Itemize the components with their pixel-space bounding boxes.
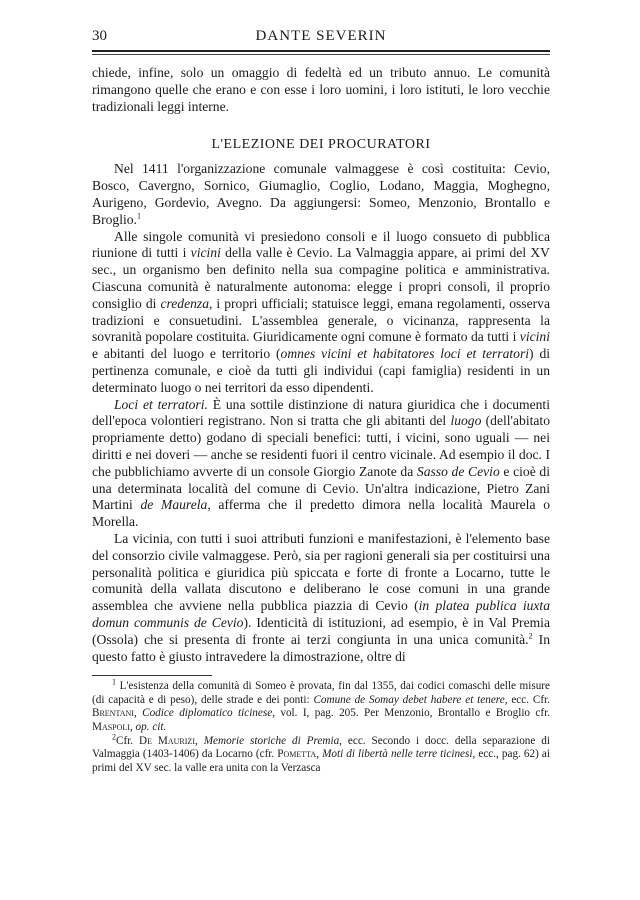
page-number: 30 bbox=[92, 28, 107, 44]
p4-text-c: In questo fatto è giusto intravedere la dimostrazione, oltre di bbox=[92, 631, 550, 664]
footnote-ref-2[interactable]: 2 bbox=[528, 631, 533, 641]
paragraph-4 bbox=[92, 531, 550, 665]
fn1-author-1: Brentani bbox=[92, 707, 134, 720]
fn1-italic-3: op. cit. bbox=[135, 721, 167, 734]
page-header bbox=[92, 20, 550, 48]
fn2-author-1: De Maurizi bbox=[139, 734, 195, 747]
p3-text-b: (dell'abitato propriamente detto) godano di speciali benefici: tutti, i vicini, sono uguali — nei diritti e nei doveri — anche se residenti fuori il centro vicinale. Ad esempio il doc. I che pubblichiamo avverte di un console Giorgio Zanote da bbox=[92, 413, 550, 479]
fn2-italic-1: Memorie storiche di Premia bbox=[203, 734, 340, 747]
fn2-text-d: , bbox=[316, 748, 323, 761]
p2-text-a: Alle singole comunità vi presiedono consoli e il luogo consueto di pubblica riunione di tutti i bbox=[92, 228, 550, 261]
fn2-text-e: , ecc., pag. 62) ai primi del XV sec. la valle era unita con la Verzasca bbox=[92, 748, 550, 774]
intro-paragraph: chiede, infine, solo un omaggio di fedeltà ed un tributo annuo. Le comunità rimangono quelle che erano e con esse i loro uomini, i loro istituti, le loro vecchie tradizionali leggi interne. bbox=[92, 65, 550, 114]
paragraph-1-text: Nel 1411 l'organizzazione comunale valmaggese è così costituita: Cevio, Bosco, Cavergno, Sornico, Giumaglio, Coglio, Lodano, Maggia, Moghegno, Aurigeno, Gordevio, Avegno. Da aggiungersi: Someo, Menzonio, Brontallo e Broglio. bbox=[92, 161, 550, 227]
fn2-italic-2: Moti di libertà nelle terre ticinesi bbox=[322, 748, 473, 761]
p3-text-c: e cioè di una determinata località del comune di Cevio. Un'altra indicazione, Pietro Zani Martini bbox=[92, 463, 550, 513]
fn1-italic-2: Codice diplomatico ticinese bbox=[142, 707, 273, 720]
fn1-text-d: , vol. I, pag. 205. Per Menzonio, Brontallo e Broglio cfr. bbox=[272, 707, 550, 720]
section-title: L'ELEZIONE DEI PROCURATORI bbox=[211, 137, 431, 153]
fn1-text-a: L'esistenza della comunità di Someo è provata, fin dal 1355, dai codici comaschi delle misure (di capacità e di peso), delle strade e dei ponti: bbox=[92, 680, 550, 706]
fn2-author-2: Pometta bbox=[277, 748, 317, 761]
fn1-italic-1: Comune de Somay debet habere et tenere bbox=[313, 693, 505, 706]
p3-italic-2: luogo bbox=[450, 413, 482, 429]
fn2-text-b: , bbox=[194, 734, 204, 747]
fn2-text-a: Cfr. bbox=[116, 734, 140, 747]
p3-italic-1: Loci et terratori. bbox=[114, 396, 208, 412]
p3-italic-3: Sasso de Cevio bbox=[416, 463, 500, 479]
p3-text-a: È una sottile distinzione di natura giuridica che i documenti dell'epoca volontieri registrano. Non si tratta che gli abitanti del bbox=[92, 396, 550, 429]
p2-text-c: , i propri ufficiali; statuisce leggi, emana regolamenti, osserva tradizioni e consuetudini. L'assemblea generale, o vicinanza, rappresenta la sovranità popolare costituita. Giuridicamente ogni comune è formato da tutti i bbox=[92, 295, 550, 345]
p4-text-a: La vicinia, con tutti i suoi attributi funzioni e manifestazioni, è l'elemento base del consorzio civile valmaggese. Però, sia per ragioni generali sia per costituirsi una personalità politica e giuridica più spiccata e forte di fronte a Locarno, tutte le comunità della vallata discutono e deliberano le cose comuni in una grande assemblea che avviene nella pubblica piazzia di Cevio ( bbox=[92, 530, 550, 614]
footnote-rule bbox=[92, 675, 212, 676]
footnote-2 bbox=[92, 731, 550, 776]
footnote-1 bbox=[92, 677, 550, 734]
paragraph-1 bbox=[92, 161, 550, 228]
p2-text-d: e abitanti del luogo e territorio ( bbox=[92, 346, 281, 362]
footnote-1-mark: 1 bbox=[112, 677, 116, 687]
p2-italic-1: vicini bbox=[190, 245, 221, 261]
footnote-ref-1[interactable]: 1 bbox=[136, 211, 141, 221]
paragraph-2 bbox=[92, 229, 550, 397]
p2-text-e: ) di pertinenza comunale, e cioè da tutti gli individui (capi famiglia) residenti in un determinato luogo o nei territori da esso dipendenti. bbox=[92, 346, 551, 395]
p2-italic-4: omnes vicini et habitatores loci et terratori bbox=[280, 346, 530, 362]
p4-italic-1: in platea publica iuxta domun communis de Cevio bbox=[92, 598, 551, 630]
p3-text-d: , afferma che il predetto dimora nella località Maurela o Morella. bbox=[92, 497, 550, 530]
paragraph-3 bbox=[92, 397, 550, 531]
header-rule-thin bbox=[92, 54, 550, 55]
p4-text-b: ). Identicità di istituzioni, ad esempio, è in Val Premia (Ossola) che si presenta di fronte ai terzi congiunta in una unica comunità. bbox=[92, 614, 550, 647]
running-title: DANTE SEVERIN bbox=[255, 28, 387, 44]
fn1-text-e: , bbox=[129, 721, 136, 734]
p2-italic-3: vicini bbox=[519, 329, 550, 345]
fn2-text-c: , ecc. Secondo i docc. della separazione di Valmaggia (1403-1406) da Locarno (cfr. bbox=[92, 734, 550, 761]
p2-text-b: della valle è Cevio. La Valmaggia appare, ai primi del XV sec., un organismo ben definito nella sua compagine politica e amministrativa. Ciascuna comunità è naturalmente autonoma: elegge i propri consoli, il proprio consiglio di bbox=[92, 245, 550, 311]
fn1-text-c: , bbox=[133, 707, 143, 720]
header-rule bbox=[92, 50, 550, 52]
p2-italic-2: credenza bbox=[160, 295, 210, 311]
page bbox=[92, 20, 550, 775]
footnote-2-mark: 2 bbox=[112, 731, 116, 741]
p3-italic-4: de Maurela bbox=[140, 497, 208, 513]
fn1-author-2: Maspoli bbox=[92, 721, 130, 734]
fn1-text-b: , ecc. Cfr. bbox=[504, 693, 550, 706]
